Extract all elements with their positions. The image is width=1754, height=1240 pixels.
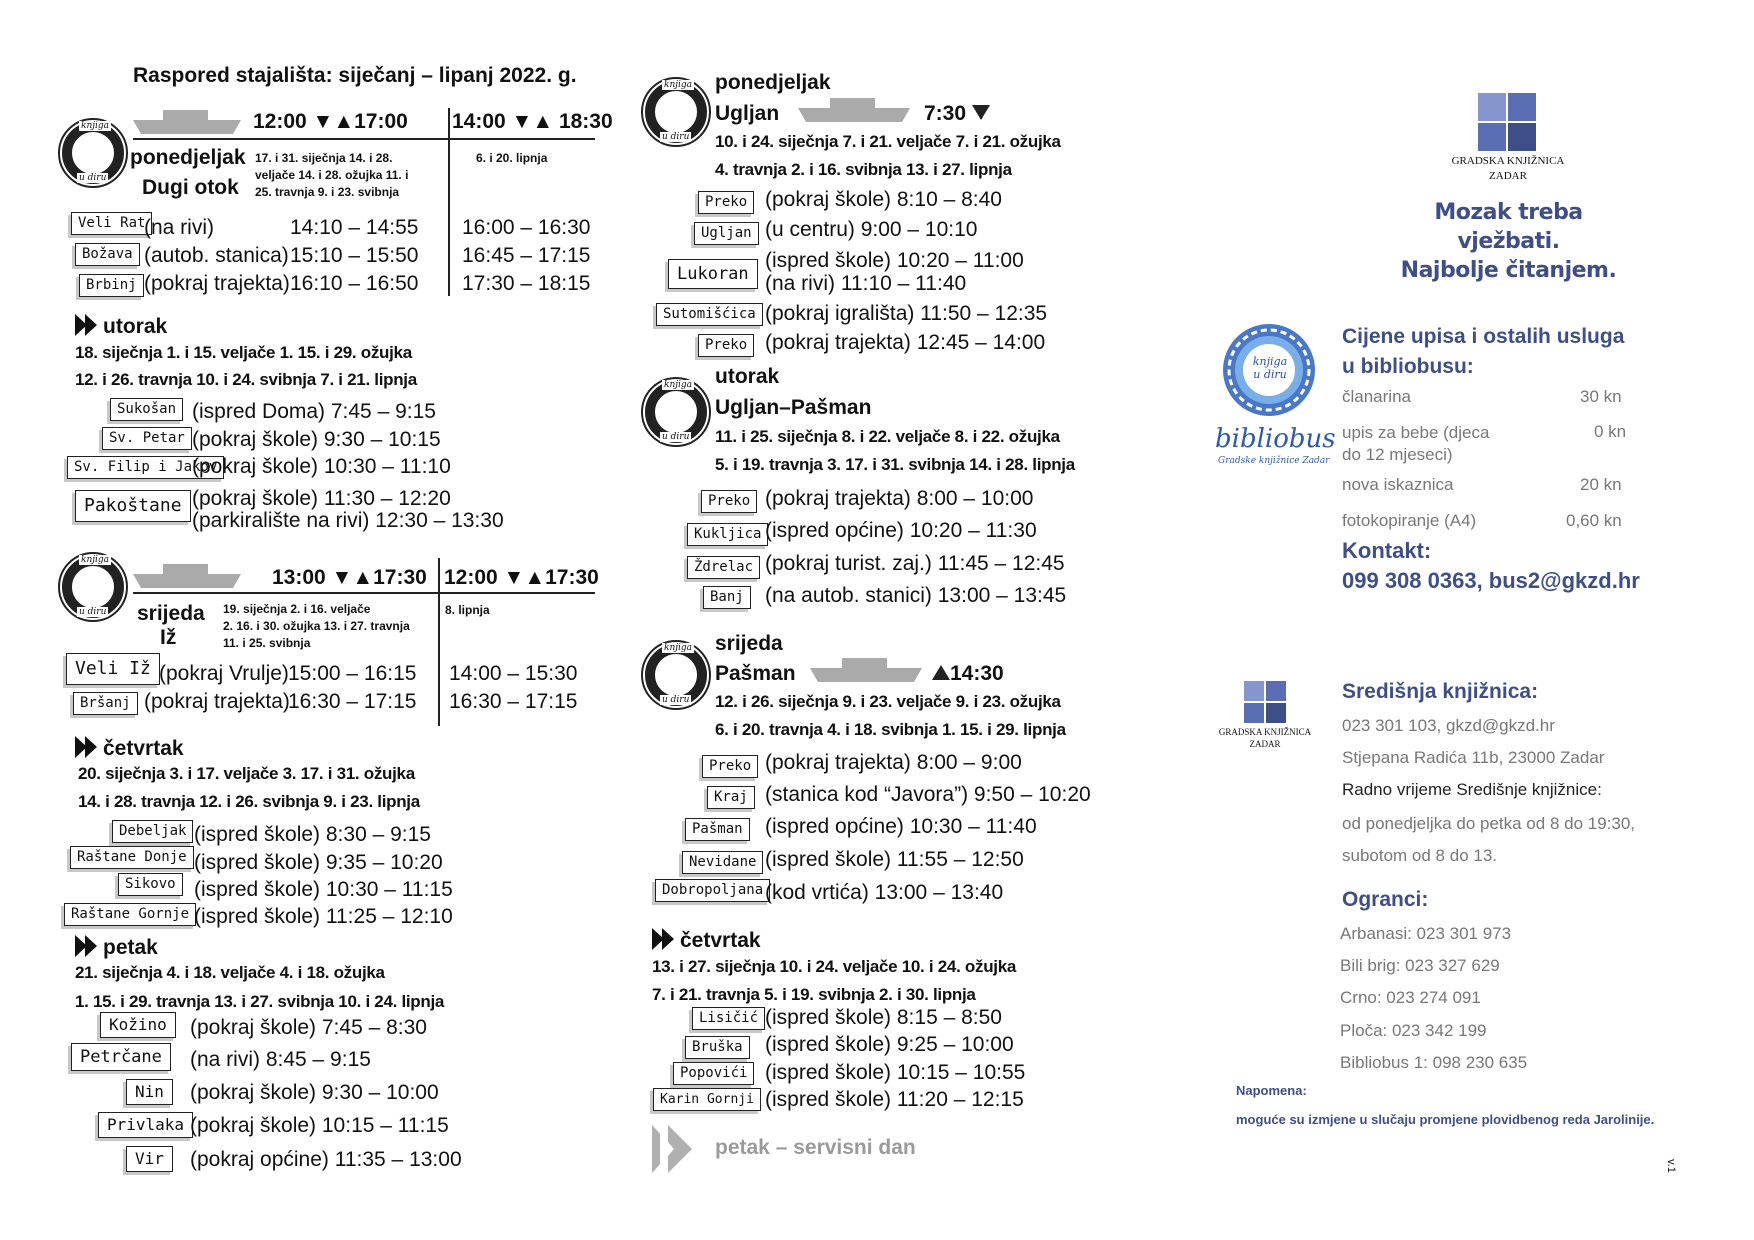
stop-label: Veli Iž: [66, 653, 160, 685]
central-phone: 023 301 103, gkzd@gkzd.hr: [1342, 716, 1555, 735]
stop-label: Božava: [75, 243, 140, 266]
place-label: Iž: [160, 626, 177, 649]
stop-place: (pokraj Vrulje): [159, 662, 289, 685]
dates-line: 5. i 19. travnja 3. 17. i 31. svibnja 14. i 28. lipnja: [715, 455, 1075, 474]
dates-line: 6. i 20. travnja 4. i 18. svibnja 1. 15. i 29. lipnja: [715, 720, 1066, 739]
stop-text: (na rivi) 8:45 – 9:15: [190, 1048, 371, 1071]
dates-b: 8. lipnja: [445, 603, 490, 617]
place-label: Dugi otok: [142, 176, 239, 199]
dates-line: 18. siječnja 1. i 15. veljače 1. 15. i 29. ožujka: [75, 343, 412, 362]
day-label: srijeda: [715, 632, 783, 655]
stop-place: (pokraj trajekta): [144, 272, 290, 295]
up-arrow-icon: [932, 665, 950, 680]
central-title: Središnja knjižnica:: [1342, 680, 1539, 703]
stop-label: Preko: [698, 334, 754, 357]
contact-title: Kontakt:: [1342, 538, 1432, 563]
stop-text: (ispred Doma) 7:45 – 9:15: [192, 400, 436, 423]
stop-label: Dobropoljana: [655, 879, 770, 902]
stop-text: (pokraj škole) 10:15 – 11:15: [190, 1114, 449, 1137]
day-label: utorak: [715, 365, 780, 388]
price-name: nova iskaznica: [1342, 475, 1454, 494]
stop-text: (ispred općine) 10:20 – 11:30: [765, 519, 1037, 542]
stop-time-a: 15:10 – 15:50: [290, 244, 419, 267]
ship-icon: [133, 108, 241, 136]
price-name: fotokopiranje (A4): [1342, 511, 1477, 530]
stop-text: (ispred škole) 10:20 – 11:00: [765, 249, 1024, 272]
stop-label: Privlaka: [98, 1112, 193, 1138]
hours-line: subotom od 8 do 13.: [1342, 846, 1498, 865]
stop-label: Popovići: [673, 1062, 754, 1085]
play-grey-icon: [652, 1125, 700, 1173]
stop-label: Debeljak: [112, 820, 193, 843]
lifebuoy-icon: knjiga u diru: [641, 77, 711, 147]
dates-line: 4. travnja 2. i 16. svibnja 13. i 27. lipnja: [715, 160, 1012, 179]
dates-line: 1. 15. i 29. travnja 13. i 27. svibnja 10. i 24. lipnja: [75, 992, 445, 1011]
ship-icon: [798, 98, 910, 124]
stop-text: (stanica kod “Javora”) 9:50 – 10:20: [765, 783, 1091, 806]
lifebuoy-icon: knjiga u diru: [641, 640, 711, 710]
stop-text: (pokraj općine) 11:35 – 13:00: [190, 1148, 462, 1171]
day-label: utorak: [75, 314, 167, 339]
stop-place: (pokraj trajekta): [144, 690, 290, 713]
note-title: Napomena:: [1236, 1083, 1307, 1098]
stop-label: Bršanj: [73, 692, 138, 715]
branch-item: Bili brig: 023 327 629: [1340, 956, 1500, 975]
play-icon: [75, 314, 97, 336]
stop-label: Pašman: [685, 818, 750, 841]
hours-title: Radno vrijeme Središnje knjižnice:: [1342, 780, 1602, 799]
price-name: upis za bebe (djeca do 12 mjeseci): [1342, 423, 1490, 464]
stop-label: Pakoštane: [75, 490, 191, 522]
day-label: srijeda: [137, 602, 205, 625]
stop-label: Karin Gornji: [653, 1088, 761, 1111]
price-value: 0,60 kn: [1566, 511, 1622, 530]
stop-label: Kraj: [707, 786, 755, 809]
stop-label: Kožino: [100, 1012, 176, 1038]
stop-label: Lukoran: [668, 259, 758, 289]
stop-label: Bruška: [685, 1036, 750, 1059]
day-label: ponedjeljak: [130, 146, 246, 169]
down-arrow-icon: [972, 105, 990, 120]
day-label: četvrtak: [75, 736, 184, 761]
central-address: Stjepana Radića 11b, 23000 Zadar: [1342, 748, 1605, 767]
hours-line: od ponedjeljka do petka od 8 do 19:30,: [1342, 814, 1636, 833]
dates-a: 17. i 31. siječnja 14. i 28. veljače 14. i 28. ožujka 11. i 25. travnja 9. i 23. svibnja: [255, 151, 409, 199]
stop-text: (ispred škole) 9:35 – 10:20: [194, 851, 443, 874]
ferry-times-a: 13:00 ▼▲17:30: [272, 566, 427, 589]
ferry-times-b: 12:00 ▼▲17:30: [444, 566, 599, 589]
stop-label: Preko: [698, 191, 754, 214]
stop-text: (ispred škole) 10:15 – 10:55: [765, 1061, 1026, 1084]
stop-text: (ispred škole) 9:25 – 10:00: [765, 1033, 1014, 1056]
stop-time-a: 16:30 – 17:15: [288, 690, 417, 713]
branch-item: Arbanasi: 023 301 973: [1340, 924, 1512, 943]
price-name: članarina: [1342, 387, 1411, 406]
stop-label: Preko: [702, 755, 758, 778]
ferry-times-a: 12:00 ▼▲17:00: [253, 110, 408, 133]
dates-line: 12. i 26. siječnja 9. i 23. veljače 9. i 23. ožujka: [715, 692, 1061, 711]
dates-line: 10. i 24. siječnja 7. i 21. veljače 7. i 21. ožujka: [715, 132, 1061, 151]
dates-line: 21. siječnja 4. i 18. veljače 4. i 18. ožujka: [75, 963, 385, 982]
ferry-times-b: 14:00 ▼▲ 18:30: [452, 110, 613, 133]
ferry-time: 14:30: [932, 662, 1004, 686]
stop-label: Raštane Donje: [70, 846, 194, 869]
stop-text: (ispred škole) 11:55 – 12:50: [765, 848, 1024, 871]
stop-text: (ispred škole) 11:25 – 12:10: [194, 905, 453, 928]
stop-text: (u centru) 9:00 – 10:10: [765, 218, 978, 241]
stop-time-b: 16:00 – 16:30: [462, 216, 591, 239]
library-logo-text: GRADSKA KNJIŽNICA ZADAR: [1451, 155, 1565, 182]
stop-time-b: 14:00 – 15:30: [449, 662, 578, 685]
play-icon: [75, 736, 97, 758]
ferry-time: 7:30: [924, 102, 990, 126]
stop-text: (kod vrtića) 13:00 – 13:40: [765, 881, 1004, 904]
stop-label: Ugljan: [694, 222, 759, 245]
stop-time-a: 16:10 – 16:50: [290, 272, 419, 295]
stop-label: Ždrelac: [687, 556, 760, 579]
stop-text: (parkiralište na rivi) 12:30 – 13:30: [192, 509, 504, 532]
page-title: Raspored stajališta: siječanj – lipanj 2022. g.: [133, 64, 577, 87]
stop-time-b: 16:45 – 17:15: [462, 244, 591, 267]
note-text: moguće su izmjene u slučaju promjene plovidbenog reda Jarolinije.: [1236, 1112, 1655, 1127]
slogan: Mozak treba vježbati. Najbolje čitanjem.: [1400, 200, 1617, 283]
stop-label: Veli Rat: [71, 212, 152, 235]
stop-text: (pokraj trajekta) 8:00 – 10:00: [765, 487, 1034, 510]
day-label: petak: [75, 935, 158, 960]
stop-label: Brbinj: [79, 274, 144, 297]
lifebuoy-icon: knjiga u diru: [58, 118, 128, 188]
stop-text: (pokraj škole) 10:30 – 11:10: [192, 455, 451, 478]
stop-label: Preko: [701, 490, 757, 513]
stop-time-a: 14:10 – 14:55: [290, 216, 419, 239]
stop-text: (ispred škole) 8:15 – 8:50: [765, 1006, 1002, 1029]
place-label: Ugljan: [715, 102, 780, 125]
play-icon: [652, 928, 674, 950]
price-value: 20 kn: [1580, 475, 1622, 494]
stop-text: (pokraj škole) 9:30 – 10:15: [192, 428, 441, 451]
branch-item: Bibliobus 1: 098 230 635: [1340, 1053, 1528, 1072]
stop-text: (ispred škole) 10:30 – 11:15: [194, 878, 453, 901]
day-label: četvrtak: [652, 928, 761, 953]
lifebuoy-icon: knjiga u diru: [58, 552, 128, 622]
stop-label: Banj: [703, 586, 751, 609]
stop-text: (pokraj škole) 8:10 – 8:40: [765, 188, 1002, 211]
stop-time-b: 16:30 – 17:15: [449, 690, 578, 713]
place-label: Ugljan–Pašman: [715, 396, 872, 419]
stop-label: Sukošan: [110, 398, 183, 421]
stop-label: Sutomišćica: [656, 303, 763, 326]
stop-time-a: 15:00 – 16:15: [288, 662, 417, 685]
stop-label: Sikovo: [118, 873, 183, 896]
dates-line: 7. i 21. travnja 5. i 19. svibnja 2. i 30. lipnja: [652, 985, 976, 1004]
stop-label: Kukljica: [687, 523, 768, 546]
stop-label: Raštane Gornje: [64, 903, 196, 926]
library-logo-small-text: GRADSKA KNJIŽNICA ZADAR: [1218, 727, 1312, 749]
dates-b: 6. i 20. lipnja: [476, 151, 548, 165]
library-logo-small-icon: [1244, 681, 1286, 723]
ship-icon: [133, 562, 241, 590]
branch-item: Crno: 023 274 091: [1340, 988, 1481, 1007]
stop-label: Nevidane: [682, 851, 763, 874]
service-day: petak – servisni dan: [715, 1136, 916, 1159]
stop-text: (ispred škole) 11:20 – 12:15: [765, 1088, 1024, 1111]
stop-label: Petrčane: [71, 1043, 171, 1071]
dates-line: 13. i 27. siječnja 10. i 24. veljače 10. i 24. ožujka: [652, 957, 1017, 976]
price-value: 0 kn: [1594, 422, 1627, 441]
stop-label: Nin: [126, 1079, 173, 1105]
stop-text: (pokraj škole) 9:30 – 10:00: [190, 1081, 439, 1104]
lifebuoy-icon: knjiga u diru: [641, 377, 711, 447]
stop-text: (pokraj škole) 11:30 – 12:20: [192, 487, 451, 510]
stop-time-b: 17:30 – 18:15: [462, 272, 591, 295]
stop-label: Sv. Petar: [102, 427, 192, 450]
dates-line: 20. siječnja 3. i 17. veljače 3. 17. i 31. ožujka: [78, 764, 415, 783]
stop-text: (pokraj trajekta) 12:45 – 14:00: [765, 331, 1046, 354]
bibliobus-logo-text: bibliobus: [1215, 424, 1336, 454]
play-icon: [75, 935, 97, 957]
dates-line: 11. i 25. siječnja 8. i 22. veljače 8. i 22. ožujka: [715, 427, 1060, 446]
branches-title: Ogranci:: [1342, 888, 1429, 911]
bibliobus-ring-text: knjiga u diru: [1252, 355, 1288, 381]
contact-info: 099 308 0363, bus2@gkzd.hr: [1342, 568, 1640, 593]
branch-item: Ploča: 023 342 199: [1340, 1021, 1487, 1040]
prices-title: Cijene upisa i ostalih usluga u bibliobusu:: [1342, 325, 1625, 378]
library-logo-icon: [1478, 93, 1536, 151]
price-value: 30 kn: [1580, 387, 1622, 406]
stop-label: Lisičić: [692, 1007, 765, 1030]
stop-label: Sv. Filip i Jakov: [67, 456, 224, 479]
version-label: v.1: [1664, 1159, 1677, 1173]
stop-text: (ispred škole) 8:30 – 9:15: [194, 823, 431, 846]
dates-line: 14. i 28. travnja 12. i 26. svibnja 9. i 23. lipnja: [78, 792, 420, 811]
place-label: Pašman: [715, 662, 796, 685]
stop-text: (pokraj turist. zaj.) 11:45 – 12:45: [765, 552, 1065, 575]
dates-a: 19. siječnja 2. i 16. veljače 2. 16. i 30. ožujka 13. i 27. travnja 11. i 25. svibnja: [223, 602, 410, 650]
dates-line: 12. i 26. travnja 10. i 24. svibnja 7. i 21. lipnja: [75, 370, 417, 389]
ship-icon: [810, 656, 922, 684]
stop-label: Vir: [126, 1146, 173, 1172]
bibliobus-sub: Gradske knjižnice Zadar: [1218, 456, 1330, 466]
stop-text: (na autob. stanici) 13:00 – 13:45: [765, 584, 1067, 607]
stop-text: (pokraj trajekta) 8:00 – 9:00: [765, 751, 1022, 774]
stop-place: (autob. stanica): [144, 244, 289, 267]
stop-text: (pokraj igrališta) 11:50 – 12:35: [765, 302, 1048, 325]
day-label: ponedjeljak: [715, 71, 831, 94]
stop-text: (na rivi) 11:10 – 11:40: [765, 272, 967, 295]
stop-text: (pokraj škole) 7:45 – 8:30: [190, 1016, 427, 1039]
stop-place: (na rivi): [144, 216, 215, 239]
stop-text: (ispred općine) 10:30 – 11:40: [765, 815, 1037, 838]
